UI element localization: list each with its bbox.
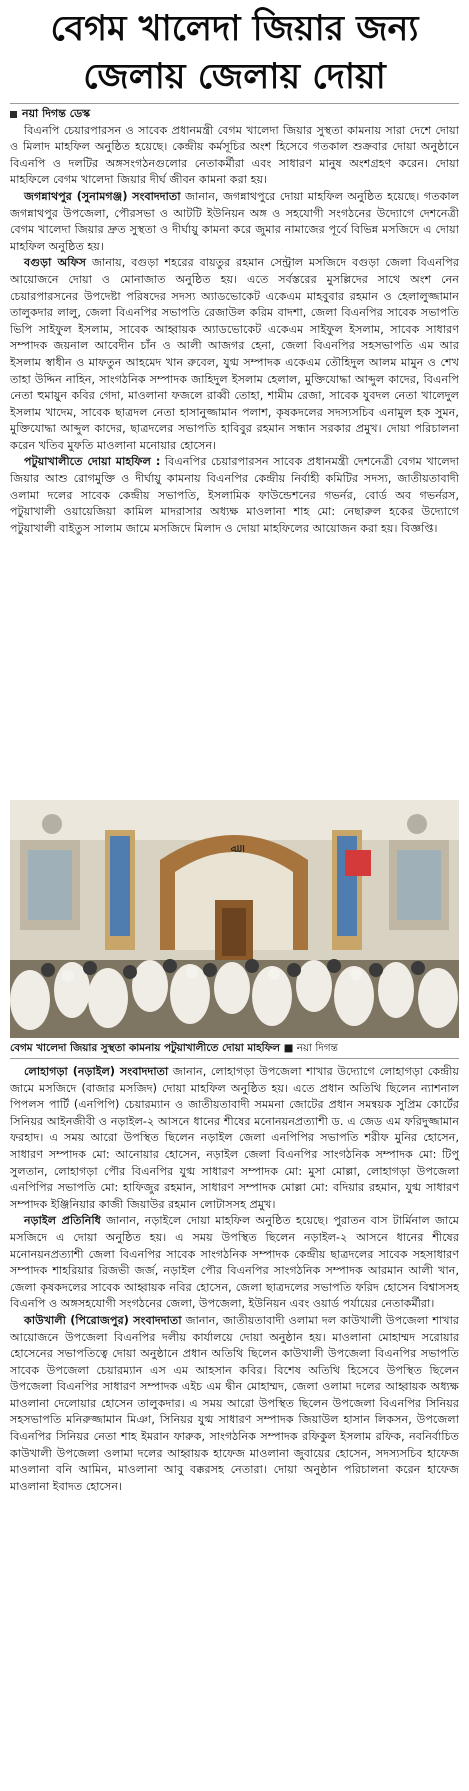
section-patuakhali [10, 454, 459, 537]
section-text: জানান, লোহাগড়া উপজেলা শাখার উদ্যোগে লোহাগড়া কেন্দ্রীয় জামে মসজিদে (বাজার মসজিদ) দোয়া মাহফিল অনুষ্ঠিত হয়। এতে প্রধান অতিথি ছিলেন ন্যাশনাল পিপলস পার্টি (এনপিপি) চেয়ারম্যান ও জাতীয়তাবাদী সমমনা জোটের প্রধান সমন্বয়ক সুপ্রিম কোর্টের সিনিয়র আইনজীবী ও নড়াইল-২ আসনে ধানের শীষের মনোনয়নপ্রত্যাশী ড. এ জেড এম ফরিদুজ্জামান ফরহাদ। এ সময় আরো উপস্থিত ছিলেন নড়াইল জেলা এনপিপির সভাপতি শরীফ মুনির হোসেন, সাধারণ সম্পাদক মো: আনোয়ার হোসেন, নড়াইল জেলা বিএনপির সাংগঠনিক সম্পাদক মো: টিপু সুলতান, লোহাগড়া পৌর বিএনপির যুগ্ম সাধারণ সম্পাদক মো: মুসা মোল্লা, লোহাগড়া উপজেলা এনপিপির সভাপতি মো: হাফিজুর রহমান, সাধারণ সম্পাদক মোল্লা মো: বদিয়ার রহমান, যুগ্ম সাধারণ সম্পাদক ইঞ্জিনিয়ার কাজী জিয়াউর রহমান লোটাসসহ প্রমুখ। [10, 1065, 459, 1211]
intro-paragraph: বিএনপি চেয়ারপারসন ও সাবেক প্রধানমন্ত্রী বেগম খালেদা জিয়ার সুস্থতা কামনায় সারা দেশে দোয়া ও মিলাদ মাহফিল অনুষ্ঠিত হয়েছে। কেন্দ্রীয় কর্মসূচির অংশ হিসেবে গতকাল শুক্রবার দোয়া অনুষ্ঠানে বিএনপি ও দলটির অঙ্গসংগঠনগুলোর নেতাকর্মীরা এবং সাধারণ মানুষ অংশগ্রহণ করেন। দোয়া মাহফিলে বেগম খালেদা জিয়ার দীর্ঘ জীবন কামনা করা হয়। [10, 123, 459, 187]
section-narail [10, 1213, 459, 1313]
section-bogura [10, 255, 459, 454]
caption-text: বেগম খালেদা জিয়ার সুস্থতা কামনায় পটুয়াখালীতে দোয়া মাহফিল [10, 1042, 280, 1054]
article-body-bottom [10, 1064, 459, 1495]
svg-text:ﷲ: ﷲ [230, 841, 238, 855]
section-jagannathpur [10, 189, 459, 255]
caption-divider [10, 1058, 459, 1059]
section-lead: পটুয়াখালীতে দোয়া মাহফিল : [24, 455, 161, 469]
section-lead: জগন্নাথপুর (সুনামগঞ্জ) সংবাদদাতা [24, 189, 181, 203]
section-lead: নড়াইল প্রতিনিধি [24, 1214, 101, 1228]
section-text: জানান, নড়াইলে দোয়া মাহফিল অনুষ্ঠিত হয়েছে। পুরাতন বাস টার্মিনাল জামে মসজিদে এ দোয়া অনুষ্ঠিত হয়। এ সময় উপস্থিত ছিলেন নড়াইল-২ আসনে ধানের শীষের মনোনয়নপ্রত্যাশী জেলা বিএনপির সাবেক সাংগঠনিক সম্পাদক কেন্দ্রীয় ছাত্রদলের সাবেক সহসাধারণ সম্পাদক শাহরিয়ার রিজভী জর্জ, নড়াইল পৌর বিএনপির সাংগঠনিক সম্পাদক আরমান আলী খান, জেলা কৃষকদলের সাবেক আহ্বায়ক নবির হোসেন, জেলা ছাত্রদলের সভাপতি ফরিদ হোসেন বিশ্বাসসহ বিএনপি ও অঙ্গসহযোগী সংগঠনের জেলা, উপজেলা, ইউনিয়ন এবং ওয়ার্ড পর্যায়ের নেতাকর্মীরা। [10, 1214, 459, 1311]
caption-credit-separator: ■ [283, 1042, 297, 1054]
article-body-top [10, 106, 459, 537]
section-lead: বগুড়া অফিস [24, 256, 87, 270]
section-lohagara [10, 1064, 459, 1213]
bullet-icon [10, 111, 17, 118]
mosque-prayer-photo [10, 800, 459, 1038]
section-lead: কাউখালী (পিরোজপুর) সংবাদদাতা [24, 1313, 182, 1327]
desk-line [10, 106, 459, 123]
desk-credit: নয়া দিগন্ত ডেস্ক [22, 107, 91, 120]
section-text: জানান, জগন্নাথপুরে দোয়া মাহফিল অনুষ্ঠিত হয়েছে। গতকাল জগন্নাথপুর উপজেলা, পৌরসভা ও আটটি ইউনিয়ন অঙ্গ ও সহযোগী সংগঠনের উদ্যোগে দেশনেত্রী বেগম খালেদা জিয়ার দ্রুত সুস্থতা ও দীর্ঘায়ু কামনা করে জুমার নামাজের পূর্বে বিভিন্ন মসজিদে এ দোয়া মাহফিল অনুষ্ঠিত হয়। [10, 189, 459, 253]
section-text: জানায়, বগুড়া শহরের বায়তুর রহমান সেন্ট্রাল মসজিদে বগুড়া জেলা বিএনপির আয়োজনে দোয়া ও মোনাজাত অনুষ্ঠিত হয়। এতে সর্বস্তরের মুসল্লিদের সাথে অংশ নেন চেয়ারপারসনের উপদেষ্টা পরিষদের সদস্য অ্যাডভোকেট একেএম মাহবুবার রহমান ও হেলালুজ্জামান তালুকদার লালু, জেলা বিএনপির সভাপতি রেজাউল করিম বাদশা, জেলা বিএনপির সাবেক সভাপতি ভিপি সাইফুল ইসলাম, সাবেক আহ্বায়ক অ্যাডভোকেট একেএম সাইফুল ইসলাম, সাবেক সাধারণ সম্পাদক জয়নাল আবেদীন চাঁন ও আলী আজগর হেনা, জেলা বিএনপির সহসভাপতি এম আর ইসলাম স্বাধীন ও মাফতুন আহমেদ খান রুবেল, যুগ্ম সম্পাদক একেএম তৌহিদুল আলম মামুন ও শেখ তাহা উদ্দিন নাহিন, সাংগঠনিক সম্পাদক জাহিদুল ইসলাম হেলাল, মুক্তিযোদ্ধা আব্দুল কাদের, বিএনপি নেতা হুমায়ুন কবির গেদা, মাওলানা ফজলে রাব্বী তোহা, শামীম রেজা, সাবেক যুবদল নেতা খালেদুল ইসলাম খাদেম, সাবেক ছাত্রদল নেতা হাসানুজ্জামান পলাশ, কৃষকদলের সদস্যসচিব এনামুল হক সুমন, মুক্তিযোদ্ধা আব্দুল কাদের, ছাত্রদলের সভাপতি হাবিবুর রহমান সন্ধান সরকার প্রমুখ। দোয়া পরিচালনা করেন খতিব মুফতি মাওলানা মনোয়ার হোসেন। [10, 256, 459, 452]
headline-line-2: জেলায় জেলায় দোয়া [83, 56, 386, 97]
caption-credit: নয়া দিগন্ত [296, 1042, 338, 1054]
section-kawkhali [10, 1313, 459, 1496]
section-text: জানান, জাতীয়তাবাদী ওলামা দল কাউখালী উপজেলা শাখার আয়োজনে উপজেলা বিএনপির দলীয় কার্যালয়ে দোয়া অনুষ্ঠান হয়। মাওলানা মোহাম্মদ সরোয়ার হোসেনের সভাপতিত্বে দোয়া অনুষ্ঠানে প্রধান অতিথি ছিলেন কাউখালী উপজেলা বিএনপির সভাপতি সাবেক উপজেলা চেয়ারম্যান এস এম আহসান কবির। বিশেষ অতিথি হিসেবে উপস্থিত ছিলেন উপজেলা বিএনপির সাধারণ সম্পাদক এইচ এম দ্বীন মোহাম্মদ, জেলা ওলামা দলের আহ্বায়ক অধ্যক্ষ মাওলানা দেলোয়ার হোসেন তালুকদার। এ সময় আরো উপস্থিত ছিলেন উপজেলা বিএনপির সিনিয়র সহসভাপতি মনিরুজ্জামান মিঞা, সিনিয়র যুগ্ম সাধারণ সম্পাদক জিয়াউল হাসান লিকসন, উপজেলা বিএনপির সিনিয়র নেতা শাহ ইমরান ফারুক, সাংগঠনিক সম্পাদক রফিকুল ইসলাম রফিক, নবনির্বাচিত কাউখালী উপজেলা ওলামা দলের আহ্বায়ক হাফেজ মাওলানা জুবায়ের হোসেন, সদস্যসচিব হাফেজ মাওলানা বনি আমিন, মাওলানা আবু বক্করসহ নেতারা। দোয়া অনুষ্ঠান পরিচালনা করেন হাফেজ মাওলানা ইবাদত হোসেন। [10, 1313, 459, 1493]
headline-line-1: বেগম খালেদা জিয়ার জন্য [50, 8, 419, 49]
section-text: বিএনপির চেয়ারপারসন সাবেক প্রধানমন্ত্রী দেশনেত্রী বেগম খালেদা জিয়ার আশু রোগমুক্তি ও দীর্ঘায়ু কামনায় বিএনপির কেন্দ্রীয় নির্বাহী কমিটির সদস্য, জাতীয়তাবাদী ওলামা দলের সাবেক কেন্দ্রীয় সভাপতি, ইসলামিক ফাউন্ডেশনের গভর্নর, বোর্ড অব গভর্নরস, পটুয়াখালী ওয়ায়েজিয়া কামিল মাদরাসার অধ্যক্ষ মাওলানা শাহ মো: নেছারুল হকের উদ্যোগে পটুয়াখালী বাইতুস সালাম জামে মসজিদে মিলাদ ও দোয়া মাহফিলের আয়োজন করা হয়। বিজ্ঞপ্তি। [10, 455, 459, 535]
section-lead: লোহাগড়া (নড়াইল) সংবাদদাতা [24, 1065, 169, 1078]
headline-divider [10, 103, 459, 104]
photo-illustration [10, 800, 459, 1038]
photo-caption [10, 1041, 459, 1055]
